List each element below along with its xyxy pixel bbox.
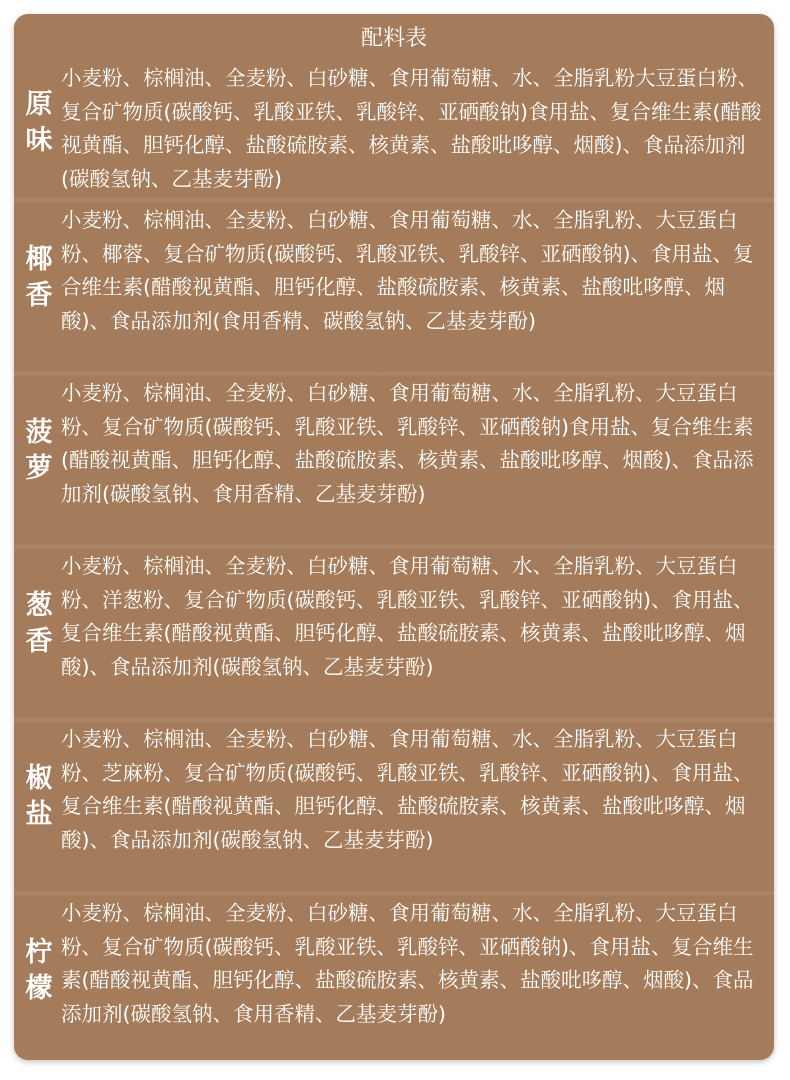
section-divider [14, 197, 774, 203]
section-name: 菠萝 [25, 417, 53, 484]
section-scallion [14, 550, 774, 722]
section-original [14, 62, 774, 200]
table-title: 配料表 [360, 26, 427, 51]
section-coconut [14, 204, 774, 376]
section-name: 原味 [25, 89, 53, 156]
section-lemon [14, 897, 774, 1060]
section-salt-pepper [14, 723, 774, 895]
section-ingredients: 小麦粉、棕榈油、全麦粉、白砂糖、食用葡萄糖、水、全脂乳粉、大豆蛋白粉、椰蓉、复合矿物质(碳酸钙、乳酸亚铁、乳酸锌、亚硒酸钠)、食用盐、复合维生素(醋酸视黄酯、胆钙化醇、盐酸硫胺素、核黄素、盐酸吡哆醇、烟酸)、食品添加剂(食用香精、碳酸氢钠、乙基麦芽酚) [61, 208, 754, 333]
section-divider [14, 890, 774, 896]
section-name: 柠檬 [25, 937, 53, 1004]
section-ingredients: 小麦粉、棕榈油、全麦粉、白砂糖、食用葡萄糖、水、全脂乳粉、大豆蛋白粉、洋葱粉、复合矿物质(碳酸钙、乳酸亚铁、乳酸锌、亚硒酸钠)、食用盐、复合维生素(醋酸视黄酯、胆钙化醇、盐酸硫胺素、核黄素、盐酸吡哆醇、烟酸)、食品添加剂(碳酸氢钠、乙基麦芽酚) [61, 554, 754, 679]
ingredients-card [14, 14, 774, 1060]
section-name: 葱香 [25, 590, 53, 657]
section-ingredients: 小麦粉、棕榈油、全麦粉、白砂糖、食用葡萄糖、水、全脂乳粉、大豆蛋白粉、复合矿物质(碳酸钙、乳酸亚铁、乳酸锌、亚硒酸钠)食用盐、复合维生素(醋酸视黄酯、胆钙化醇、盐酸硫胺素、核黄素、盐酸吡哆醇、烟酸)、食品添加剂(碳酸氢钠、食用香精、乙基麦芽酚) [61, 381, 754, 506]
section-ingredients: 小麦粉、棕榈油、全麦粉、白砂糖、食用葡萄糖、水、全脂乳粉、大豆蛋白粉、芝麻粉、复合矿物质(碳酸钙、乳酸亚铁、乳酸锌、亚硒酸钠)、食用盐、复合维生素(醋酸视黄酯、胆钙化醇、盐酸硫胺素、核黄素、盐酸吡哆醇、烟酸)、食品添加剂(碳酸氢钠、乙基麦芽酚) [61, 727, 754, 852]
section-name: 椒盐 [25, 763, 53, 830]
section-ingredients: 小麦粉、棕榈油、全麦粉、白砂糖、食用葡萄糖、水、全脂乳粉大豆蛋白粉、复合矿物质(碳酸钙、乳酸亚铁、乳酸锌、亚硒酸钠)食用盐、复合维生素(醋酸视黄酯、胆钙化醇、盐酸硫胺素、核黄素、盐酸吡哆醇、烟酸)、食品添加剂(碳酸氢钠、乙基麦芽酚) [61, 66, 762, 191]
section-pineapple [14, 377, 774, 549]
section-ingredients: 小麦粉、棕榈油、全麦粉、白砂糖、食用葡萄糖、水、全脂乳粉、大豆蛋白粉、复合矿物质(碳酸钙、乳酸亚铁、乳酸锌、亚硒酸钠)、食用盐、复合维生素(醋酸视黄酯、胆钙化醇、盐酸硫胺素、核黄素、盐酸吡哆醇、烟酸)、食品添加剂(碳酸氢钠、食用香精、乙基麦芽酚) [61, 901, 754, 1026]
section-name: 椰香 [25, 244, 53, 311]
